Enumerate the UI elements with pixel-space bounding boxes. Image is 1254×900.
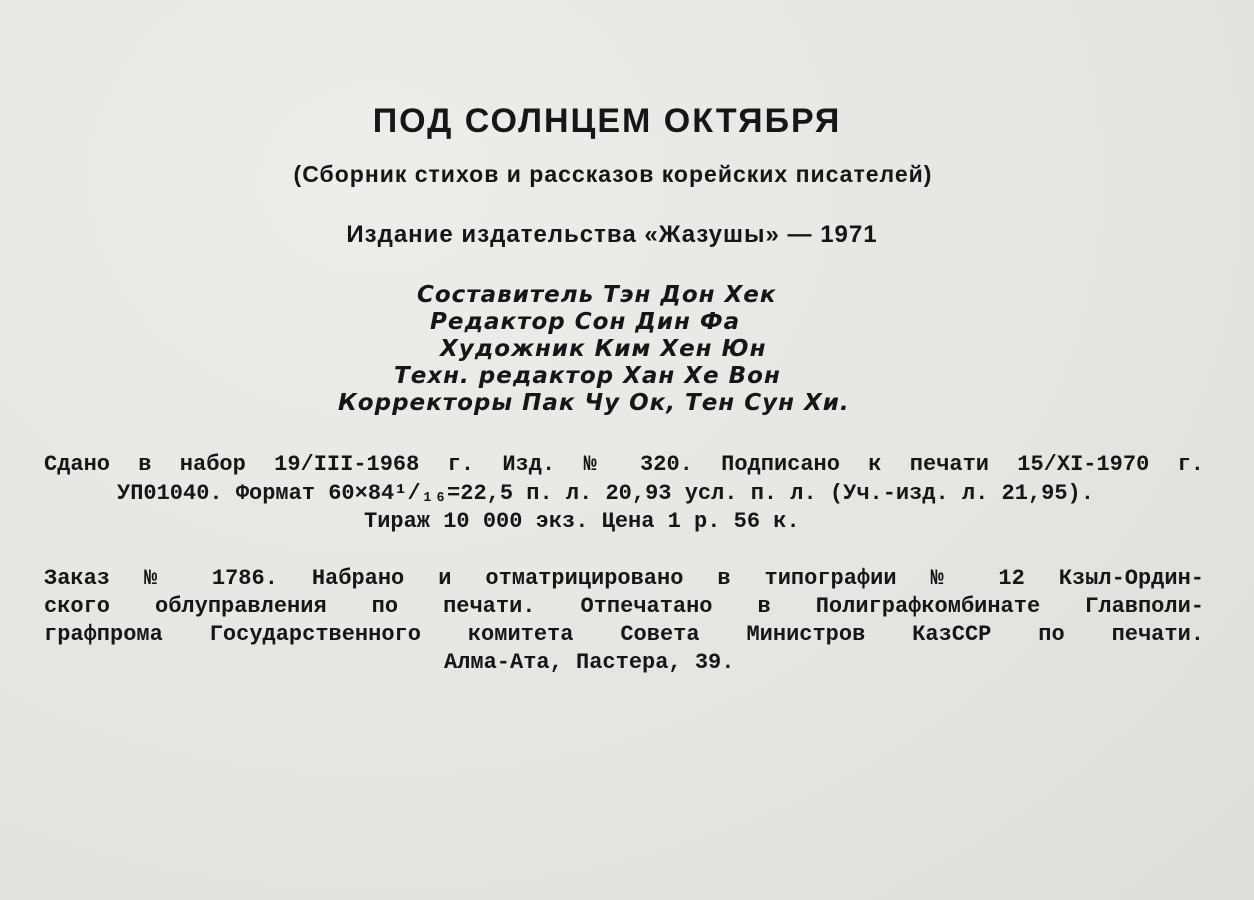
- credit-editor: Редактор Сон Дин Фа: [430, 309, 741, 335]
- book-title: ПОД СОЛНЦЕМ ОКТЯБРЯ: [372, 102, 842, 140]
- credit-compiler: Составитель Тэн Дон Хек: [417, 282, 777, 308]
- order-info-line: графпрома Государственного комитета Совета Министров КазССР по печати.: [44, 622, 1204, 647]
- print-info-line: УП01040. Формат 60×84¹/₁₆=22,5 п. л. 20,93 усл. п. л. (Уч.-изд. л. 21,95).: [117, 481, 1094, 506]
- credit-artist: Художник Ким Хен Юн: [440, 336, 767, 362]
- edition-line: Издание издательства «Жазушы» — 1971: [346, 221, 878, 248]
- book-subtitle: (Сборник стихов и рассказов корейских писателей): [293, 161, 933, 187]
- print-info-line: Сдано в набор 19/III-1968 г. Изд. № 320. Подписано к печати 15/XI-1970 г.: [44, 452, 1204, 477]
- credit-proofreaders: Корректоры Пак Чу Ок, Тен Сун Хи.: [338, 390, 850, 416]
- order-info-line: Алма-Ата, Пастера, 39.: [444, 650, 735, 675]
- order-info-line: ского облуправления по печати. Отпечатано в Полиграфкомбинате Главполи-: [44, 594, 1204, 619]
- print-info-line: Тираж 10 000 экз. Цена 1 р. 56 к.: [364, 509, 800, 534]
- order-info-line: Заказ № 1786. Набрано и отматрицировано в типографии № 12 Кзыл-Ордин-: [44, 566, 1204, 591]
- credit-tech-editor: Техн. редактор Хан Хе Вон: [394, 363, 781, 389]
